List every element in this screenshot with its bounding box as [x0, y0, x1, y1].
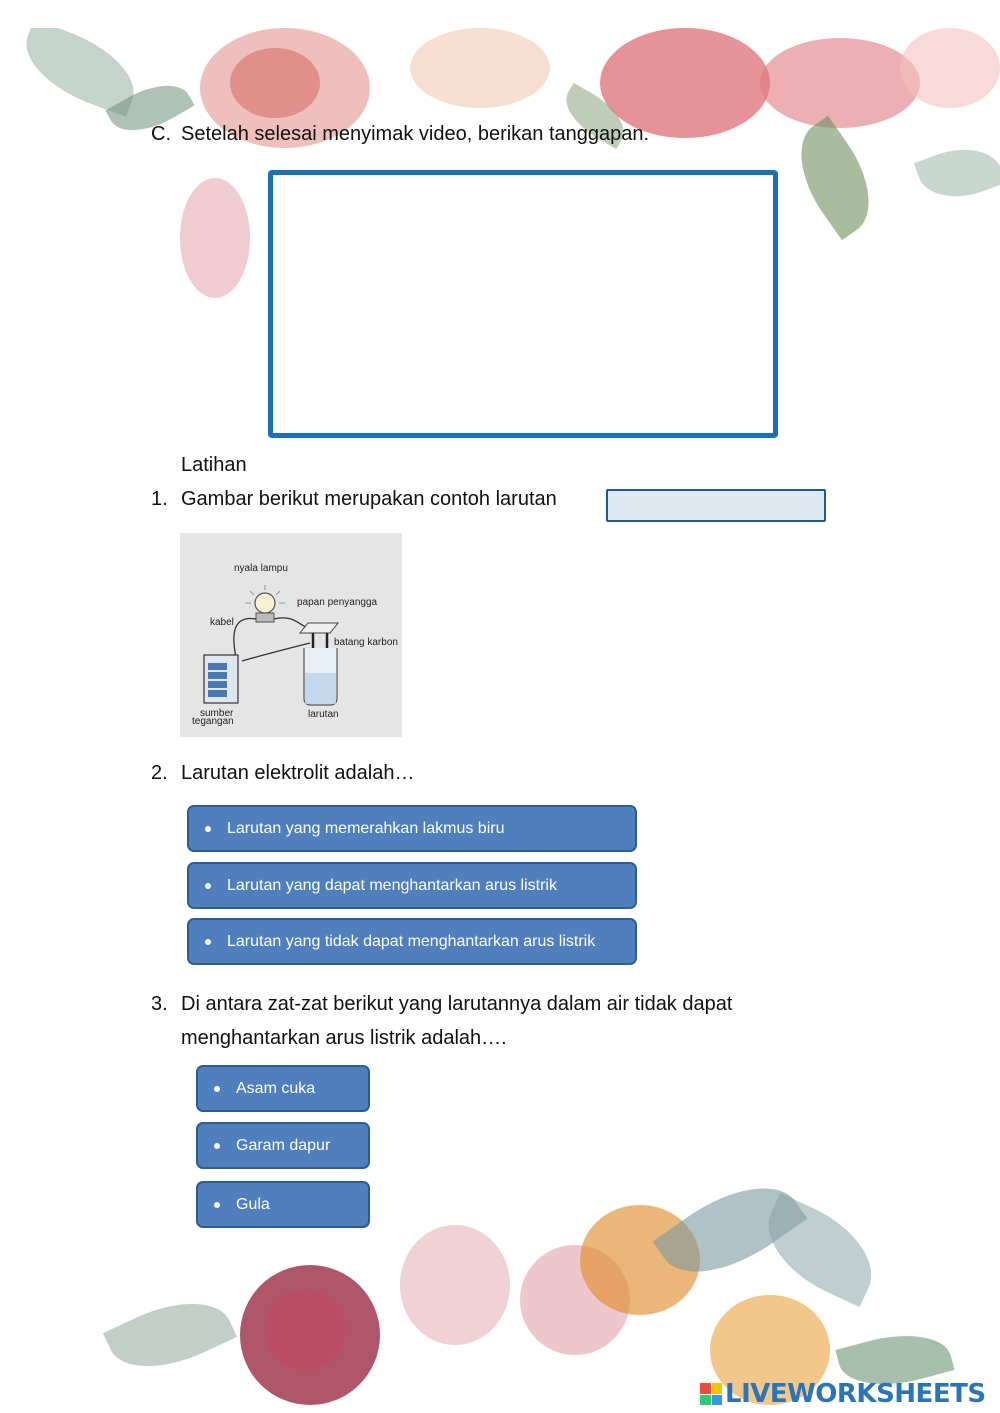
- beaker-icon: [304, 648, 337, 705]
- label-source-1: sumber: [200, 708, 234, 719]
- electrolyte-test-figure: [180, 533, 402, 737]
- bullet-icon: [214, 1086, 220, 1092]
- battery-icon: [204, 655, 238, 703]
- q3-option-1-label: Asam cuka: [236, 1079, 316, 1097]
- q3-option-2[interactable]: [196, 1122, 370, 1169]
- label-lamp: nyala lampu: [234, 563, 288, 574]
- brand-name: LIVEWORKSHEETS: [725, 1379, 986, 1409]
- q2-option-1[interactable]: [187, 805, 637, 852]
- q2-option-2[interactable]: [187, 862, 637, 909]
- lamp-icon: [245, 585, 285, 622]
- q3-option-3-label: Gula: [236, 1195, 270, 1213]
- q2-text: Larutan elektrolit adalah…: [181, 762, 415, 784]
- q3-option-1[interactable]: [196, 1065, 370, 1112]
- bullet-icon: [205, 939, 211, 945]
- bullet-icon: [214, 1143, 220, 1149]
- bullet-icon: [205, 883, 211, 889]
- q2-option-3-label: Larutan yang tidak dapat menghantarkan arus listrik: [227, 932, 596, 950]
- q3-text-line1: Di antara zat-zat berikut yang larutannya dalam air tidak dapat: [181, 993, 733, 1015]
- q2-option-3[interactable]: [187, 918, 637, 965]
- liveworksheets-mark-icon: [700, 1383, 722, 1405]
- q2-number: 2.: [151, 762, 168, 784]
- label-cable: kabel: [210, 617, 234, 628]
- q2-option-2-label: Larutan yang dapat menghantarkan arus listrik: [227, 876, 557, 894]
- section-c-text: Setelah selesai menyimak video, berikan tanggapan.: [181, 123, 650, 145]
- latihan-title: Latihan: [181, 454, 247, 476]
- q3-option-2-label: Garam dapur: [236, 1136, 331, 1154]
- liveworksheets-logo: [700, 1378, 986, 1410]
- q1-number: 1.: [151, 488, 168, 510]
- label-solution: larutan: [308, 709, 339, 720]
- q3-text-line2: menghantarkan arus listrik adalah….: [181, 1027, 507, 1049]
- q1-text: Gambar berikut merupakan contoh larutan: [181, 488, 557, 510]
- label-source-2: tegangan: [192, 716, 234, 727]
- q2-option-1-label: Larutan yang memerahkan lakmus biru: [227, 819, 505, 837]
- q1-answer-input[interactable]: [606, 489, 826, 522]
- label-carbon: batang karbon: [334, 637, 398, 648]
- bullet-icon: [205, 826, 211, 832]
- section-c-label: C.: [151, 123, 171, 145]
- q3-number: 3.: [151, 993, 168, 1015]
- response-textarea[interactable]: [268, 170, 778, 438]
- label-support: papan penyangga: [297, 597, 378, 608]
